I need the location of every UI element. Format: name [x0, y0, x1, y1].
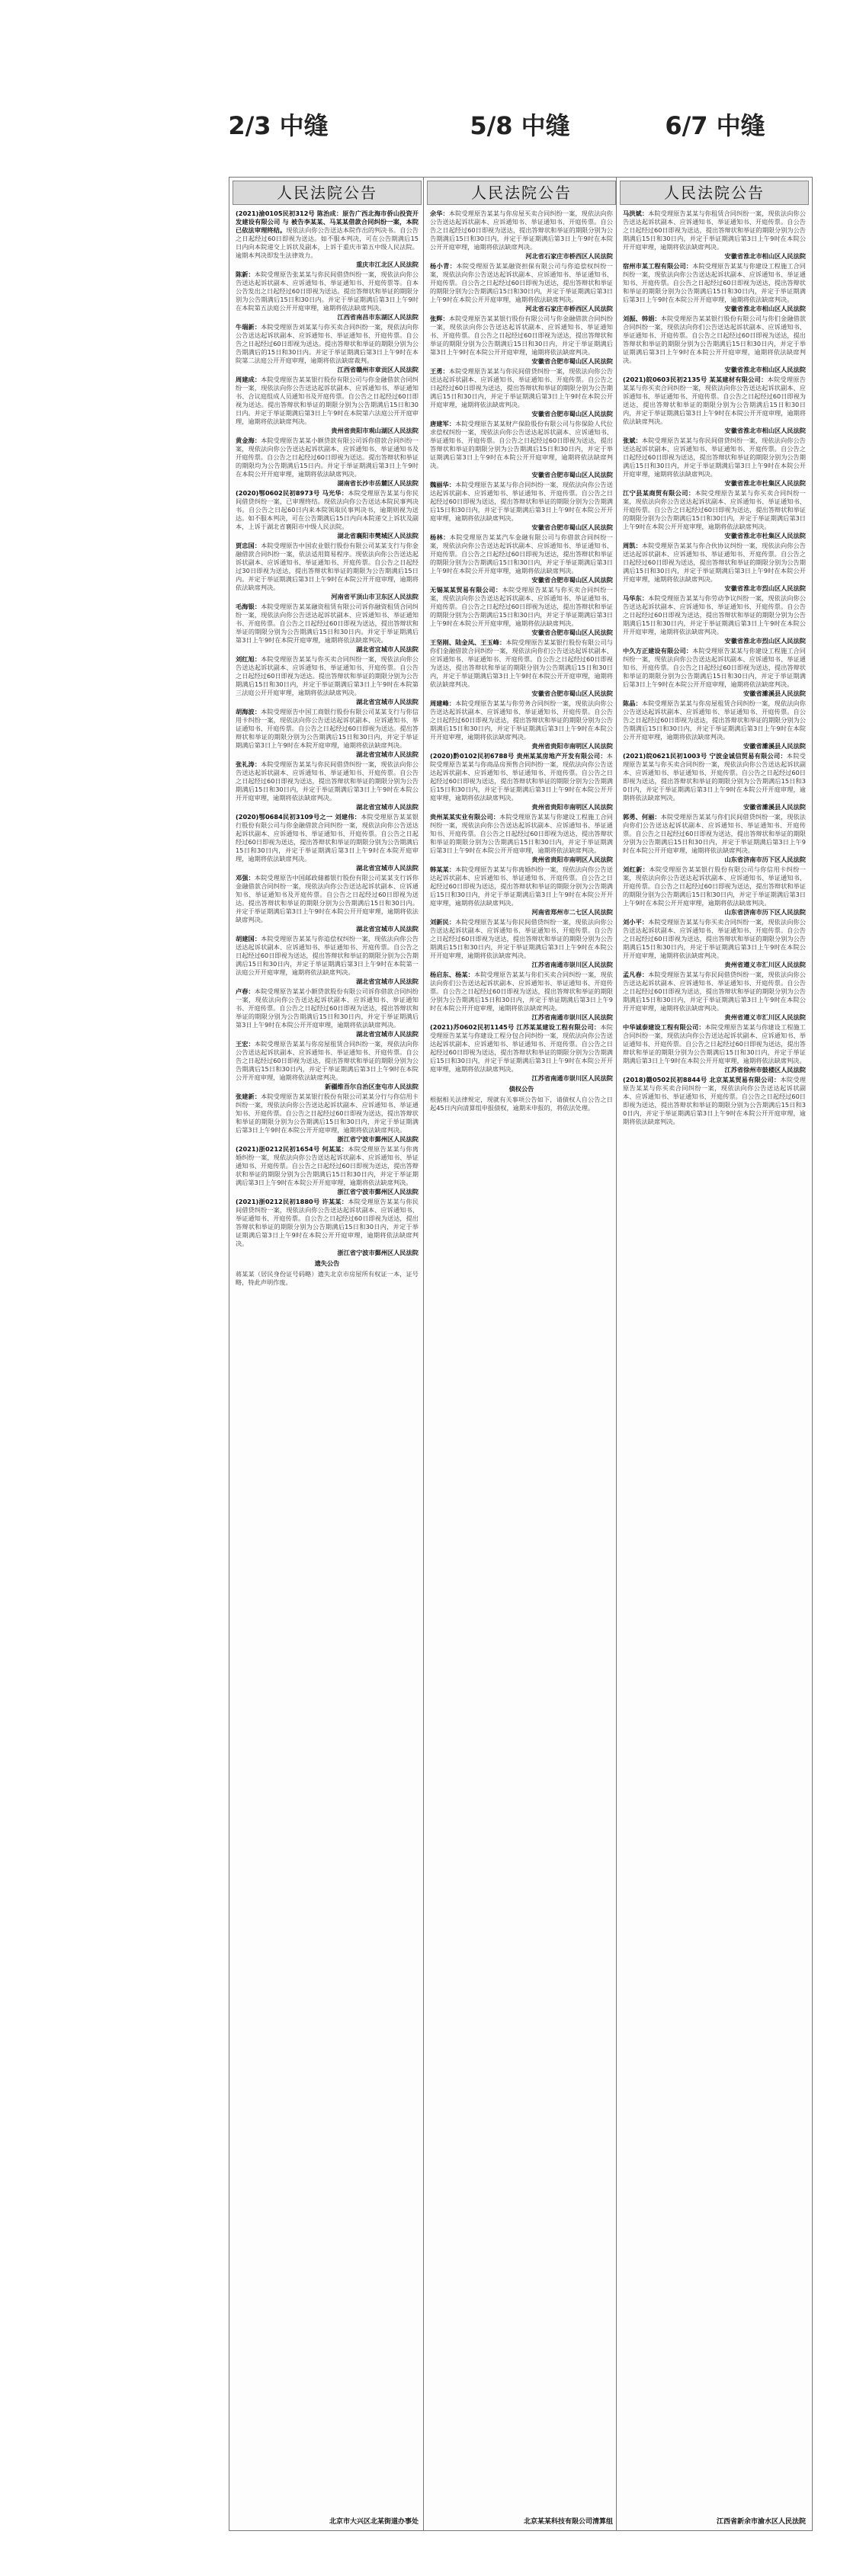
- party-name: 陈新：: [236, 270, 255, 278]
- party-name: 贵州某某实业有限公司：: [430, 813, 500, 821]
- court-name: 贵州省贵阳市南明区人民法院: [531, 856, 613, 863]
- court-name: 安徽省濉溪县人民法院: [743, 803, 806, 811]
- notice-paragraph: 本院受理原告某某与你离婚纠纷一案，现依法向你公告送达起诉状副本、应诉通知书、举证通知书、开庭传票。自公告之日起经过60日即视为送达，提出答辩状和举证的期限分别为公告期满后15日和30日内，并定于举证期满后第3日上午9时在本院公开开庭审理，逾期将依法缺席判决。: [236, 1145, 419, 1186]
- party-name: 马华东：: [623, 594, 649, 602]
- party-name: (2021)渝0105民初312号 陈治成：原告广西北海市侨山投资开发建设有限公司 与 被告李某某、马某某借款合同纠纷一案，本院已依法审理终结。: [236, 210, 419, 234]
- party-name: 陈晶：: [623, 699, 642, 707]
- notice-paragraph: 本院受理原告某某与你劳务合同纠纷一案，现依法向你公告送达起诉状副本、应诉通知书、举证通知书、开庭传票。自公告之日起经过60日即视为送达，提出答辩状和举证的期限分别为公告期满后15日和30日内，并定于举证期满后第3日上午9时在本院公开开庭审理，逾期将依法缺席判决。: [430, 699, 613, 741]
- notice-paragraph: 本院受理原告某某与你房屋租赁合同纠纷一案，现依法向你公告送达起诉状副本、应诉通知书、举证通知书、开庭传票。自公告之日起经过60日即视为送达，提出答辩状和举证的期限分别为公告期满后15日和30日内，并定于举证期满后第3日上午9时在本院公开开庭审理，逾期将依法缺席判决。: [236, 1040, 419, 1081]
- notice-column-1: [229, 177, 425, 2531]
- party-name: 卢春：: [236, 987, 255, 995]
- court-name: 重庆市江北区人民法院: [356, 261, 419, 268]
- court-name: 新疆维吾尔自治区奎屯市人民法院: [325, 1083, 419, 1090]
- party-name: 魏丽华：: [430, 481, 456, 488]
- court-name: 江西省赣州市章贡区人民法院: [337, 366, 419, 373]
- party-name: 胡建国：: [236, 935, 261, 942]
- party-name: 刘振、韩娟：: [623, 315, 661, 322]
- court-name: 湖北省宜城市人民法院: [356, 645, 419, 653]
- party-name: 中华诚泰建设工程有限公司：: [623, 1023, 705, 1031]
- court-name: 贵州省遵义市汇川区人民法院: [724, 1013, 806, 1021]
- court-name: 安徽省合肥市蜀山区人民法院: [531, 576, 613, 584]
- notice-paragraph: 本院受理原告某某与你建设工程施工合同纠纷一案，现依法向你公告送达起诉状副本、应诉通知书、举证通知书、开庭传票。自公告之日起经过60日即视为送达，提出答辩状和举证的期限分别为公告期满后15日和30日内，并定于举证期满后第3日上午9时在本院公开开庭审理，逾期将依法缺席判决。: [430, 813, 613, 854]
- column-label-1: 2/3 中缝: [228, 111, 329, 140]
- court-name: 湖北省宜城市人民法院: [356, 803, 419, 811]
- notice-paragraph: 本院受理原告刘某某与你买卖合同纠纷一案，现依法向你公告送达起诉状副本、应诉通知书、举证通知书、开庭传票。自公告之日起经过60日即视为送达。提出答辩状和举证的期限分别为公告期满后的15日和30日内。并定于举证期满后第3日上午9时在本院第二法庭公开开庭审理，逾期将依法缺席裁判。: [236, 323, 419, 364]
- notice-paragraph: 本院受理原告某某与你民间借贷纠纷一案，现依法向你公告送达起诉状副本、应诉通知书、举证通知书、开庭传票。自公告之日起经过60日即视为送达，提出答辩状和举证的期限分别为公告期满后15日和30日内，并定于举证期满后第3日上午9时在本院公开开庭审理，逾期将依法缺席判决。: [236, 1198, 419, 1247]
- party-name: 刘红新：: [623, 866, 650, 873]
- court-name: 安徽省淮北市烈山区人民法院: [724, 584, 806, 592]
- party-name: 周凯：: [623, 542, 642, 549]
- notice-paragraph: 本院受理原告某某与你们买卖合同纠纷一案，现依法向你们公告送达起诉状副本、应诉通知书、举证通知书、开庭传票。自公告之日起经过60日即视为送达，提出答辩状和举证的期限分别为公告期满后15日和30日内，并定于举证期满后第3日上午9时在本院公开开庭审理，逾期将依法缺席判决。: [430, 971, 613, 1012]
- court-name: 安徽省濉溪县人民法院: [743, 742, 806, 750]
- notice-paragraph: 现依法向你公告送达本院作出的判决书。自公告之日起经过60日即视为送达。如不服本判决，可在公告期满后15日内向本院递交上诉状及副本，上诉于重庆市第五中级人民法院。逾期本判决即发生法律效力。: [236, 226, 419, 259]
- notice-paragraph: 本院受理原告某某与你建设工程施工合同纠纷一案，现依法向你公告送达起诉状副本、应诉通知书、举证通知书、开庭传票。自公告之日起经过60日即视为送达，提出答辩状和举证的期限分别为公告期满后15日和30日内，并定于举证期满后第3日上午9时在本院公开开庭审理，逾期将依法缺席判决。: [623, 647, 806, 688]
- notice-paragraph: 本院受理原告某某与你买卖合同纠纷一案，现依法向你公告送达起诉状副本、应诉通知书、举证通知书、开庭传票。自公告之日起经过60日即视为送达，提出答辩状和举证的期限分别为公告期满后15日和30日内，并定于举证期满后第3日上午9时在本院公开开庭审理，逾期将依法缺席判决。: [623, 918, 806, 959]
- party-name: 张辉：: [430, 315, 449, 322]
- court-name: 浙江省宁波市鄞州区人民法院: [337, 1188, 419, 1195]
- party-name: 黄金海：: [236, 437, 261, 444]
- court-name: 山东省济南市历下区人民法院: [724, 908, 806, 916]
- notice-paragraph: 本院受理原告某某与你民间借贷纠纷一案，现依法向你公告送达起诉状副本、应诉通知书、举证通知书、开庭传票。自公告之日起经过60日即视为送达，提出答辩状和举证的期限分别为公告期满后15日和30日内，并定于举证期满后第3日上午9时在本院公开开庭审理，逾期将依法缺席判决。: [430, 918, 613, 959]
- notice-paragraph: 本院受理原告某某与你合同纠纷一案，现依法向你公告送达起诉状副本、应诉通知书、举证通知书、开庭传票。自公告之日起经过60日即视为送达，提出答辩状和举证的期限分别为公告期满后15日和30日内，并定于举证期满后第3日上午9时在本院公开开庭审理，逾期将依法缺席判决。: [430, 481, 613, 522]
- notice-signature: 北京某某科技有限公司清算组: [523, 2518, 613, 2526]
- notice-paragraph: 本院受理原告某某与你建设工程施工合同纠纷一案，现依法向你公告送达起诉状副本、应诉通知书、举证通知书、开庭传票。自公告之日起经过60日即视为送达，提出答辩状和举证的期限分别为公告期满后15日和30日内，并定于举证期满后第3日上午9时在本院公开开庭审理，逾期将依法缺席判决。: [623, 1023, 806, 1064]
- party-name: 牛瑞新：: [236, 323, 261, 331]
- notice-paragraph: 本院受理原告某某融资租赁有限公司诉你融资租赁合同纠纷一案，现依法向你公告送达起诉状副本、应诉通知书、举证通知书、开庭传票。自公告之日起经过60日即视为送达，提出答辩状和举证的期限分别为公告期满后15日和30日内。并定于举证期满后第3日上午9时在本院开庭审理，逾期将依法缺席判决。: [236, 603, 419, 644]
- court-name: 湖北省宜城市人民法院: [356, 978, 419, 985]
- notice-paragraph: 本院受理原告中国邮政储蓄银行股份有限公司某某支行诉你金融借款合同纠纷一案，现依法向你公告送达起诉状副本、应诉通知书、举证通知书及开庭传票。自公告之日起经过60日即视为送达。提出答辩状和举证的期限分别为公告期满后15日和30日内。并定于举证期满后第3日上午9时在本院公开开庭审理，逾期将依法缺席判决。: [236, 874, 419, 923]
- notice-paragraph: 本院受理原告某某银行股份有限公司与你信用卡纠纷一案，现依法向你公告送达起诉状副本、应诉通知书、举证通知书、开庭传票。自公告之日起经过60日即视为送达，提出答辩状和举证的期限分别为公告期满后15日和30日内，并定于举证期满后第3日上午9时在本院公开开庭审理，逾期将依法缺席判决。: [623, 866, 806, 907]
- court-name: 湖北省宜城市人民法院: [356, 1030, 419, 1038]
- court-name: 山东省济南市历下区人民法院: [724, 856, 806, 863]
- court-name: 河北省石家庄市桥西区人民法院: [525, 252, 613, 260]
- notice-paragraph: 本院受理原告某某小额贷款有限公司诉你借款合同纠纷一案，现依法向你公告送达起诉状副本、应诉通知书、举证通知书及开庭传票。自公告之日起经过60日即视为送达。提出答辩状和举证的期限均为公告期满后15日内。并定于举证期满后第3日上午9时在本院公开开庭审理，逾期将依法缺席判决。: [236, 437, 419, 478]
- court-name: 贵州省遵义市汇川区人民法院: [724, 961, 806, 968]
- court-name: 浙江省宁波市鄞州区人民法院: [337, 1249, 419, 1256]
- court-name: 安徽省淮北市杜集区人民法院: [724, 479, 806, 487]
- notice-paragraph: 本院受理原告某某与你民间借贷纠纷一案，现依法向你公告送达起诉状副本、应诉通知书、举证通知书、开庭传票。自公告之日起经过60日即视为送达，提出答辩状和举证的期限分别为公告期满后15日和30日内，并定于举证期满后第3日上午9时在本院公开开庭审理，逾期将依法缺席判决。: [430, 367, 613, 408]
- notice-paragraph: 根据相关法律规定，现就有关事项公告如下，请债权人自公告之日起45日内向清算组申报债权，逾期未申报的，将依法处理。: [430, 1096, 613, 1112]
- notice-column-2: [423, 177, 620, 2531]
- notice-body: [617, 210, 812, 2488]
- notice-signature: 江西省新余市渝水区人民法院: [716, 2518, 806, 2526]
- party-name: 郭勇、何丽：: [623, 813, 661, 821]
- notice-paragraph: 本院受理原告某某与你离婚纠纷一案，现依法向你公告送达起诉状副本、应诉通知书、举证通知书、开庭传票。自公告之日起经过60日即视为送达，提出答辩状和举证的期限分别为公告期满后15日和30日内，并定于举证期满后第3日上午9时在本院公开开庭审理，逾期将依法缺席判决。: [430, 866, 613, 907]
- party-name: 马洪斌：: [623, 210, 649, 217]
- column-label-3: 6/7 中缝: [665, 111, 765, 140]
- court-name: 湖北省宜城市人民法院: [356, 698, 419, 706]
- notice-title: 人民法院公告: [233, 181, 422, 205]
- party-name: (2020)黔0102民初6788号 贵州某某房地产开发有限公司：: [430, 752, 607, 760]
- notice-paragraph: 本院受理原告中国工商银行股份有限公司某某支行与你信用卡纠纷一案，现依法向你公告送达起诉状副本、应诉通知书、举证通知书、开庭传票。自公告之日起经过60日即视为送达。提出答辩状和举证的期限分别为公告期满后15日和30日内，并定于举证期满后第3日上午9时在本院开庭审理，逾期将依法缺席判决。: [236, 708, 419, 749]
- court-name: 河南省郑州市二七区人民法院: [531, 908, 613, 916]
- notice-title: 人民法院公告: [427, 181, 616, 205]
- court-name: 安徽省合肥市蜀山区人民法院: [531, 523, 613, 531]
- court-name: 江苏省南通市崇川区人民法院: [531, 1074, 613, 1082]
- party-name: 张建新：: [236, 1093, 261, 1100]
- party-name: (2021)浙0212民初1654号 何某某：: [236, 1145, 348, 1153]
- court-name: 贵州省贵阳市南明区人民法院: [531, 803, 613, 811]
- notice-paragraph: 本院受理原告某某与你民间借贷纠纷一案，现依法向你公告送达起诉状副本、应诉通知书、举证通知书、开庭传票。自公告之日起经过60日即视为送达，提出答辩状和举证的期限分别为公告期满后15日和30日内，并定于举证期满后第3日上午9时在本院公开开庭审理，逾期将依法缺席判决。: [236, 760, 419, 802]
- party-name: (2020)鄂0684民初3109号之一 刘建伟：: [236, 813, 361, 821]
- party-name: 邓强：: [236, 874, 255, 882]
- party-name: (2021)皖0603民初2135号 某某建材有限公司：: [623, 376, 768, 383]
- notice-body: [229, 210, 425, 2488]
- party-name: 唐建军：: [430, 420, 456, 427]
- court-name: 贵州省贵阳市南明区人民法院: [531, 742, 613, 750]
- notice-paragraph: 本院受理原告某某与你们民间借贷纠纷一案，现依法向你们公告送达起诉状副本、应诉通知书、举证通知书、开庭传票。自公告之日起经过60日即视为送达，提出答辩状和举证的期限分别为公告期满后15日和30日内，并定于举证期满后第3日上午9时在本院公开开庭审理，逾期将依法缺席判决。: [623, 813, 806, 854]
- column-label-2: 5/8 中缝: [470, 111, 570, 140]
- notice-paragraph: 本院受理原告某某与你房屋买卖合同纠纷一案，现依法向你公告送达起诉状副本、应诉通知书、举证通知书、开庭传票。自公告之日起经过60日即视为送达，提出答辩状和举证的期限分别为公告期满后15日和30日内，并定于举证期满后第3日上午9时在本院公开开庭审理，逾期将依法缺席判决。: [430, 210, 613, 251]
- party-name: 贾忠国：: [236, 542, 261, 549]
- court-name: 安徽省淮北市相山区人民法院: [724, 252, 806, 260]
- court-name: 贵州省贵阳市观山湖区人民法院: [331, 427, 419, 434]
- court-name: 安徽省合肥市蜀山区人民法院: [531, 357, 613, 365]
- notice-paragraph: 蒋某某（居民身份证号码略）遗失北京市房屋所有权证一本，证号略，特此声明作废。: [236, 1270, 419, 1286]
- notice-paragraph: 本院受理原告某某与你买卖合同纠纷一案，现依法向你公告送达起诉状副本、应诉通知书、举证通知书、开庭传票。自公告之日起经过60日即视为送达，提出答辩状和举证的期限分别为公告期满后15日和30日内，并定于举证期满后第3日上午9时在本院公开开庭审理，逾期将依法缺席判决。: [623, 752, 806, 802]
- notice-paragraph: 本院受理原告某某与你合伙协议纠纷一案，现依法向你公告送达起诉状副本、应诉通知书、举证通知书、开庭传票。自公告之日起经过60日即视为送达，提出答辩状和举证的期限分别为公告期满后15日和30日内，并定于举证期满后第3日上午9时在本院公开开庭审理，逾期将依法缺席判决。: [623, 542, 806, 583]
- notice-paragraph: 本院受理原告某某与你追偿权纠纷一案，现依法向你公告送达起诉状副本、应诉通知书、举证通知书、开庭传票。自公告之日起经过60日即视为送达，提出答辩状和举证的期限分别为公告期满后15日和30日内，并定于举证期满后第3日上午9时在本院第一法庭公开开庭审理，逾期将依法缺席判决。: [236, 935, 419, 976]
- notice-paragraph: 本院受理原告某某与你买卖合同纠纷一案，现依法向你公告送达起诉状副本、应诉通知书、举证通知书、开庭传票。自公告之日起经过60日即视为送达，提出答辩状和举证的期限分别为公告期满后15日和30日内，并定于举证期满后第3日上午9时在本院公开开庭审理，逾期将依法缺席判决。: [623, 1076, 806, 1125]
- notice-paragraph: 本院受理原告某某融资担保有限公司与你追偿权纠纷一案，现依法向你公告送达起诉状副本、应诉通知书、举证通知书、开庭传票。自公告之日起经过60日即视为送达，提出答辩状和举证的期限分别为公告期满后15日和30日内，并定于举证期满后第3日上午9时在本院公开开庭审理，逾期将依法缺席判决。: [430, 262, 613, 303]
- party-name: 王勇：: [430, 367, 449, 375]
- party-name: (2018)赣0502民初8844号 北京某某贸易有限公司：: [623, 1076, 781, 1083]
- notice-paragraph: 本院受理原告某某与你民间借贷纠纷一案，现依法向你公告送达起诉状副本、应诉通知书、举证通知书、开庭传票。自公告之日起经过60日即视为送达，提出答辩状和举证的期限分别为公告期满后15日和30日内，并定于举证期满后第3日上午9时在本院公开开庭审理，逾期将依法缺席判决。: [623, 437, 806, 478]
- court-name: 安徽省淮北市相山区人民法院: [724, 366, 806, 373]
- party-name: 中久方正建设有限公司：: [623, 647, 693, 654]
- notice-paragraph: 本院受理原告某某银行股份有限公司与你金融借款合同纠纷一案，现依法向你公告送达起诉状副本、应诉通知书、举证通知书、合议庭组成人员通知书及开庭传票。自公告之日起经过60日即视为送达。提出答辩状和举证的期限分别为公告期满后15日和30日内。并定于举证期满后第3日上午9时在本院第六法庭公开开庭审理，逾期将依法缺席判决。: [236, 376, 419, 425]
- court-name: 安徽省淮北市相山区人民法院: [724, 305, 806, 312]
- notice-paragraph: 本院受理原告某某银行股份有限公司某某分行与你信用卡纠纷一案，现依法向你公告送达起诉状副本、应诉通知书、举证通知书、开庭传票。自公告之日起经过60日即视为送达，提出答辩状和举证的期限分别为公告期满后15日和30日内，并定于举证期满后第3日上午9时在本院公开开庭审理，逾期将依法缺席判决。: [236, 1093, 419, 1134]
- notice-column-3: [616, 177, 813, 2531]
- party-name: 毛海银：: [236, 603, 261, 610]
- notice-paragraph: 本院受理原告某某与你买卖合同纠纷一案，现依法向你公告送达起诉状副本、应诉通知书、举证通知书、开庭传票。自公告之日起经过60日即视为送达，提出答辩状和举证的期限分别为公告期满后15日和30日内，并定于举证期满后第3日上午9时在本院公开开庭审理，逾期将依法缺席判决。: [430, 586, 613, 627]
- party-name: (2021)浙0212民初1880号 许某某：: [236, 1198, 348, 1205]
- court-name: 安徽省合肥市蜀山区人民法院: [531, 629, 613, 636]
- court-name: 浙江省宁波市鄞州区人民法院: [337, 1135, 419, 1143]
- notice-paragraph: 本院受理原告某某与你民间借贷纠纷一案，现依法向你公告送达起诉状副本、应诉通知书、举证通知书、开庭传票。自公告之日起经过60日即视为送达，提出答辩状和举证的期限分别为公告期满后15日和30日内，并定于举证期满后第3日上午9时在本院公开开庭审理，逾期将依法缺席判决。: [623, 971, 806, 1012]
- party-name: (2020)鄂0602民初8973号 马光华：: [236, 489, 348, 497]
- notice-paragraph: 本院受理原告某某与你买卖合同纠纷一案，现依法向你公告送达起诉状副本、应诉通知书、举证通知书、开庭传票。自公告之日起经过60日即视为送达，提出答辩状和举证的期限分别为公告期满后15日和30日内，并定于举证期满后第3日上午9时在本院公开开庭审理，逾期将依法缺席判决。: [623, 376, 806, 425]
- party-name: 杨启东、杨某：: [430, 971, 474, 978]
- party-name: 刘新民：: [430, 918, 456, 926]
- notice-paragraph: 本院受理原告某某与你房屋租赁合同纠纷一案，现依法向你公告送达起诉状副本、应诉通知书、举证通知书、开庭传票。自公告之日起经过60日即视为送达，提出答辩状和举证的期限分别为公告期满后15日和30日内，并定于举证期满后第3日上午9时在本院公开开庭审理，逾期将依法缺席判决。: [623, 699, 806, 741]
- court-name: 湖北省宜城市人民法院: [356, 750, 419, 758]
- notice-paragraph: 本院受理原告张某某与你民间借贷纠纷一案，现依法向你公告送达起诉状副本、应诉通知书、举证通知书、开庭传票等。自本公告发出之日起经过60日即视为送达。提出答辩状和举证的期限分别为公告期满后15日和30日内。并定于举证期满后第3日上午9时在本院第五法庭公开开庭审理，逾期将依法缺席判决。: [236, 270, 419, 312]
- party-name: 张斌：: [623, 437, 642, 444]
- court-name: 安徽省淮北市烈山区人民法院: [724, 637, 806, 645]
- party-name: 孟凡春：: [623, 971, 649, 978]
- party-name: 宿州市某工程有限公司：: [623, 262, 693, 270]
- party-name: 周建成：: [236, 376, 261, 383]
- notice-paragraph: 本院受理原告某某汽车金融有限公司与你借款合同纠纷一案，现依法向你公告送达起诉状副本、应诉通知书、举证通知书、开庭传票。自公告之日起经过60日即视为送达，提出答辩状和举证的期限分别为公告期满后15日和30日内，并定于举证期满后第3日上午9时在本院公开开庭审理，逾期将依法缺席判决。: [430, 533, 613, 574]
- court-name: 湖北省襄阳市樊城区人民法院: [337, 532, 419, 539]
- notice-paragraph: 本院受理原告某某银行股份有限公司与你金融借款合同纠纷一案，现依法向你公告送达起诉状副本、应诉通知书、举证通知书、开庭传票。自公告之日起经过60日即视为送达，提出答辩状和举证的期限分别为公告期满后15日和30日内，并定于举证期满后第3日上午9时在本院开庭审理，逾期将依法缺席判决。: [236, 813, 419, 862]
- party-name: 王坚刚、陆金凤、王玉峰：: [430, 638, 506, 646]
- court-name: 河北省石家庄市桥西区人民法院: [525, 305, 613, 312]
- party-name: 杨林：: [430, 533, 450, 541]
- notice-paragraph: 本院受理原告某某与你买卖合同纠纷一案，现依法向你公告送达起诉状副本、应诉通知书、举证通知书、开庭传票。自公告之日起经过60日即视为送达。提出答辩状和举证的期限分别为公告期满后15日和30日内，并定于举证期满后第3日上午9时在本院第三法庭公开开庭审理，逾期将依法缺席判决。: [236, 655, 419, 696]
- party-name: 胡海波：: [236, 708, 261, 715]
- party-name: 杨小青：: [430, 262, 457, 270]
- court-name: 安徽省濉溪县人民法院: [743, 690, 806, 697]
- party-name: (2021)皖0621民初1003号 宁波金诚信贸易有限公司：: [623, 752, 787, 760]
- court-name: 江苏省徐州市鼓楼区人民法院: [724, 1066, 806, 1074]
- notice-paragraph: 本院受理原告某某与你劳动争议纠纷一案，现依法向你公告送达起诉状副本、应诉通知书、举证通知书、开庭传票。自公告之日起经过60日即视为送达，提出答辩状和举证的期限分别为公告期满后15日和30日内，并定于举证期满后第3日上午9时在本院公开开庭审理，逾期将依法缺席判决。: [623, 594, 806, 635]
- court-name: 安徽省合肥市蜀山区人民法院: [531, 471, 613, 478]
- court-name: 湖北省宜城市人民法院: [356, 864, 419, 872]
- party-name: 刘小平：: [623, 918, 649, 926]
- party-name: 张礼涛：: [236, 760, 261, 768]
- section-heading: 遗失公告: [314, 1259, 340, 1267]
- party-name: (2021)苏0602民初1145号 江苏某某建设工程有限公司：: [430, 1023, 601, 1031]
- notice-paragraph: 本院受理原告某某与你建设工程施工合同纠纷一案，现依法向你公告送达起诉状副本、应诉通知书、举证通知书、开庭传票。自公告之日起经过60日即视为送达，提出答辩状和举证的期限分别为公告期满后15日和30日内，并定于举证期满后第3日上午9时在本院公开开庭审理，逾期将依法缺席判决。: [623, 262, 806, 303]
- notice-paragraph: 本院受理原告某某与你租赁合同纠纷一案，现依法向你公告送达起诉状副本、应诉通知书、举证通知书、开庭传票。自公告之日起经过60日即视为送达，提出答辩状和举证的期限分别为公告期满后15日和30日内，并定于举证期满后第3日上午9时在本院公开开庭审理，逾期将依法缺席判决。: [623, 210, 806, 251]
- notice-paragraph: 本院受理原告某某与你买卖合同纠纷一案，现依法向你公告送达起诉状副本、应诉通知书、举证通知书、开庭传票。自公告之日起经过60日即视为送达，提出答辩状和举证的期限分别为公告期满后15日和30日内，并定于举证期满后第3日上午9时在本院公开开庭审理，逾期将依法缺席判决。: [623, 489, 806, 530]
- notice-paragraph: 本院受理原告某某与你民间借贷纠纷一案，已审理终结。现依法向你公告送达本院民事判决书。自公告之日起60日内来本院领取民事判决书，逾期则视为送达。如不服本判决，可在公告期满后15日内向本院递交上诉状及副本，上诉于湖北省襄阳市中级人民法院。: [236, 489, 419, 530]
- party-name: 刘红旭：: [236, 655, 261, 663]
- party-name: 周建峰：: [430, 699, 456, 707]
- court-name: 安徽省淮北市相山区人民法院: [724, 427, 806, 434]
- court-name: 湖北省宜城市人民法院: [356, 925, 419, 933]
- court-name: 江苏省南通市崇川区人民法院: [531, 1013, 613, 1021]
- notice-body: [424, 210, 619, 2488]
- section-heading: 债权公告: [508, 1085, 534, 1093]
- party-name: 江宁县某商贸有限公司：: [623, 489, 695, 497]
- court-name: 江苏省南通市崇川区人民法院: [531, 961, 613, 968]
- notice-paragraph: 本院受理原告某某与你建设工程分包合同纠纷一案，现依法向你公告送达起诉状副本、应诉通知书、举证通知书、开庭传票。自公告之日起经过60日即视为送达，提出答辩状和举证的期限分别为公告期满后15日和30日内，并定于举证期满后第3日上午9时在本院公开开庭审理，逾期将依法缺席判决。: [430, 1023, 613, 1073]
- notice-paragraph: 本院受理原告某某与你商品房预售合同纠纷一案，现依法向你公告送达起诉状副本、应诉通知书、举证通知书、开庭传票。自公告之日起经过60日即视为送达，提出答辩状和举证的期限分别为公告期满后15日和30日内，并定于举证期满后第3日上午9时在本院公开开庭审理，逾期将依法缺席判决。: [430, 752, 613, 802]
- court-name: 安徽省淮北市杜集区人民法院: [724, 532, 806, 539]
- court-name: 安徽省合肥市蜀山区人民法院: [531, 690, 613, 697]
- notice-paragraph: 本院受理原告中国农业银行股份有限公司某某支行与你金融借款合同纠纷一案，依法适用简易程序。现依法向你公告送达起诉状副本、应诉通知书、举证通知书、开庭传票。自公告之日起经过30日即视为送达，提出答辩状和举证的期限为公告期满后15日内。并定于举证期满后第3日上午9时在本院公开开庭审理，逾期将依法缺席判决。: [236, 542, 419, 591]
- court-name: 湖南省长沙市岳麓区人民法院: [337, 479, 419, 487]
- notice-paragraph: 本院受理原告某某小额贷款股份有限公司诉你借款合同纠纷一案，现依法向你公告送达起诉状副本、应诉通知书、举证通知书、开庭传票。自公告之日起经过60日即视为送达，提出答辩状和举证的期限分别为公告期满后15日和30日内，并定于举证期满后第3日上午9时在本院公开开庭审理，逾期将依法缺席判决。: [236, 987, 419, 1029]
- party-name: 韩某某：: [430, 866, 456, 873]
- court-name: 江西省南昌市东湖区人民法院: [337, 313, 419, 321]
- court-name: 安徽省合肥市蜀山区人民法院: [531, 410, 613, 418]
- notice-title: 人民法院公告: [620, 181, 809, 205]
- party-name: 余华：: [430, 210, 449, 217]
- notice-paragraph: 本院受理原告某某银行股份有限公司与你们金融借款合同纠纷一案，现依法向你们公告送达起诉状副本、应诉通知书、举证通知书、开庭传票。自公告之日起经过60日即视为送达，提出答辩状和举证的期限分别为公告期满后15日和30日内，并定于举证期满后第3日上午9时在本院公开开庭审理，逾期将依法缺席判决。: [430, 638, 613, 688]
- court-name: 河南省平顶山市卫东区人民法院: [331, 593, 419, 600]
- notice-paragraph: 本院受理原告某某银行股份有限公司与你们金融借款合同纠纷一案，现依法向你们公告送达起诉状副本、应诉通知书、举证通知书、开庭传票。自公告之日起经过60日即视为送达，提出答辩状和举证的期限分别为公告期满后15日和30日内，并定于举证期满后第3日上午9时在本院公开开庭审理，逾期将依法缺席判决。: [623, 315, 806, 364]
- party-name: 无锡某某贸易有限公司：: [430, 586, 502, 594]
- notice-paragraph: 本院受理原告某某财产保险股份有限公司与你保险人代位求偿权纠纷一案，现依法向你公告送达起诉状副本、应诉通知书、举证通知书、开庭传票。自公告之日起经过60日即视为送达，提出答辩状和举证的期限分别为公告期满后15日和30日内，并定于举证期满后第3日上午9时在本院公开开庭审理，逾期将依法缺席判决。: [430, 420, 613, 469]
- party-name: 王宏：: [236, 1040, 255, 1048]
- notice-paragraph: 本院受理原告某某银行股份有限公司与你金融借款合同纠纷一案，现依法向你公告送达起诉状副本、应诉通知书、举证通知书、开庭传票。自公告之日起经过60日即视为送达，提出答辩状和举证的期限分别为公告期满后15日和30日内，并定于举证期满后第3日上午9时在本院公开开庭审理，逾期将依法缺席判决。: [430, 315, 613, 356]
- notice-signature: 北京市大兴区北某街道办事处: [329, 2518, 419, 2526]
